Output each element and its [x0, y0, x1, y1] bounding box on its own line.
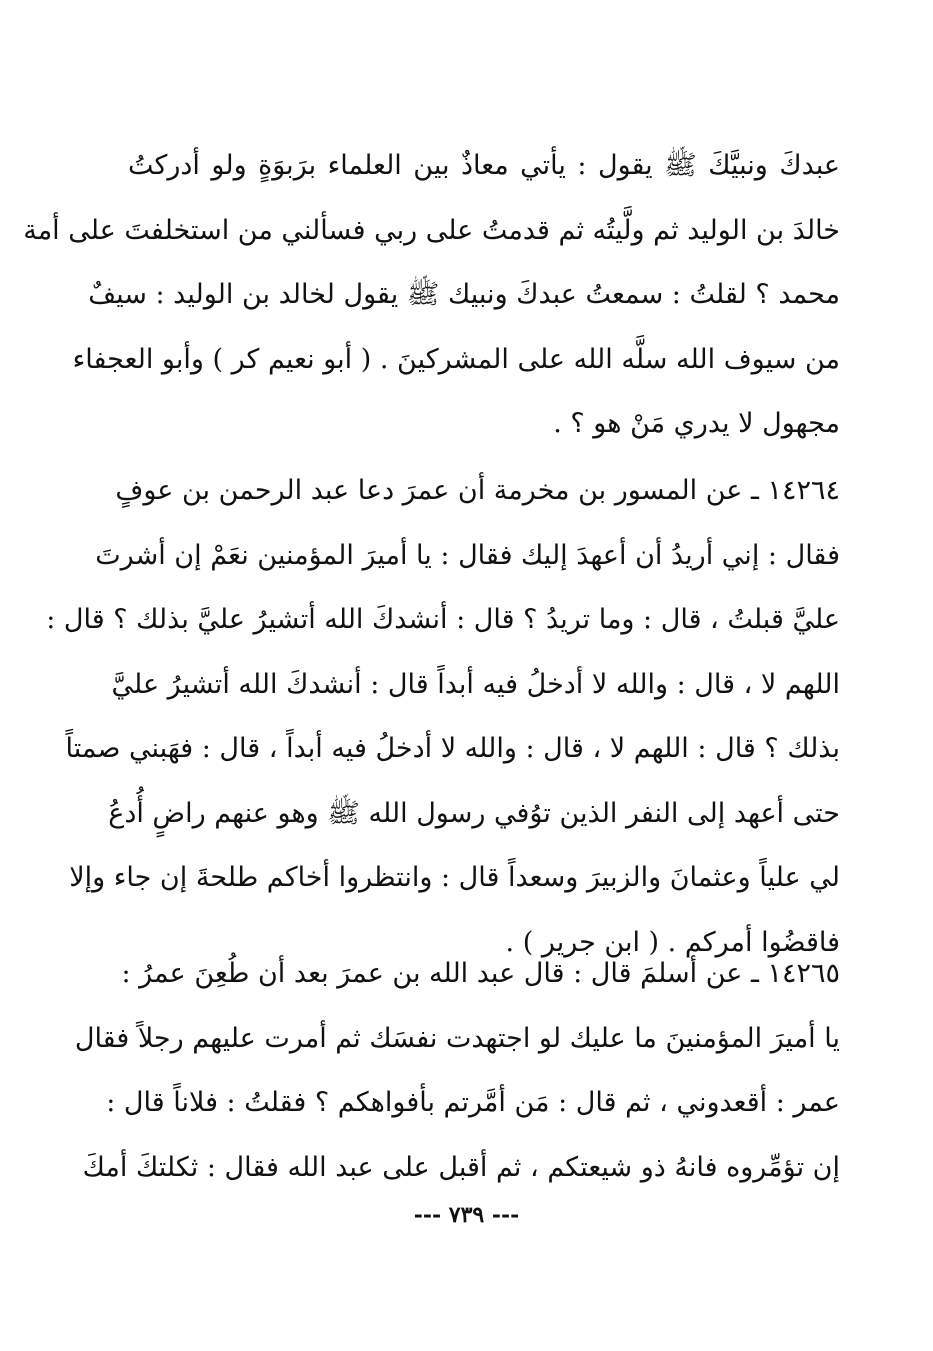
- text-line: مجهول لا يدري مَنْ هو ؟ .: [553, 408, 840, 439]
- text-line: يا أميرَ المؤمنينَ ما عليك لو اجتهدت نفسَك ثم أمرت عليهم رجلاً فقال: [74, 1022, 840, 1054]
- paragraph-continuation: [23, 134, 840, 457]
- text-line: فقال : إني أريدُ أن أعهدَ إليك فقال : يا أميرَ المؤمنين نعَمْ إن أشرتَ: [95, 539, 840, 571]
- text-line: اللهم لا ، قال : والله لا أدخلُ فيه أبداً قال : أنشدكَ الله أتشيرُ عليَّ: [111, 668, 840, 700]
- hadith-14265: [74, 942, 840, 1200]
- text-line: من سيوف الله سلَّه الله على المشركينَ . ( أبو نعيم كر ) وأبو العجفاء: [72, 343, 840, 375]
- text-line: فاقضُوا أمركم . ( ابن جرير ) .: [505, 926, 840, 958]
- page-number: --- ٧٣٩ ---: [413, 1202, 520, 1228]
- text-line: محمد ؟ لقلتُ : سمعتُ عبدكَ ونبيك ﷺ يقول لخالد بن الوليد : سيفٌ: [88, 279, 840, 310]
- text-line: لي علياً وعثمانَ والزبيرَ وسعداً قال : وانتظروا أخاكم طلحةَ إن جاء وإلا: [69, 862, 840, 893]
- hadith-14264: [46, 459, 840, 975]
- text-line: بذلك ؟ قال : اللهم لا ، قال : والله لا أدخلُ فيه أبداً ، قال : فهَبني صمتاً: [65, 733, 840, 764]
- text-line: عليَّ قبلتُ ، قال : وما تريدُ ؟ قال : أنشدكَ الله أتشيرُ عليَّ بذلك ؟ قال :: [46, 604, 840, 635]
- text-line: عبدكَ ونبيَّكَ ﷺ يقول : يأتي معاذٌ بين العلماء برَبوَةٍ ولو أدركتُ: [128, 150, 840, 181]
- text-line: عمر : أقعدوني ، ثم قال : مَن أمَّرتم بأفواهكم ؟ فقلتُ : فلاناً قال :: [106, 1087, 840, 1118]
- text-line: إن تؤمِّروه فانهُ ذو شيعتكم ، ثم أقبل على عبد الله فقال : ثكلتكَ أمكَ: [82, 1151, 840, 1183]
- text-line: خالدَ بن الوليد ثم ولَّيتُه ثم قدمتُ على ربي فسألني من استخلفتَ على أمة: [23, 214, 840, 246]
- text-line: ١٤٢٦٥ ـ عن أسلمَ قال : قال عبد الله بن عمرَ بعد أن طُعِنَ عمرُ :: [121, 958, 840, 989]
- text-line: ١٤٢٦٤ ـ عن المسور بن مخرمة أن عمرَ دعا عبد الرحمن بن عوفٍ: [115, 475, 840, 506]
- text-line: حتى أعهد إلى النفر الذين توُفي رسول الله ﷺ وهو عنهم راضٍ أُدعُ: [108, 797, 840, 829]
